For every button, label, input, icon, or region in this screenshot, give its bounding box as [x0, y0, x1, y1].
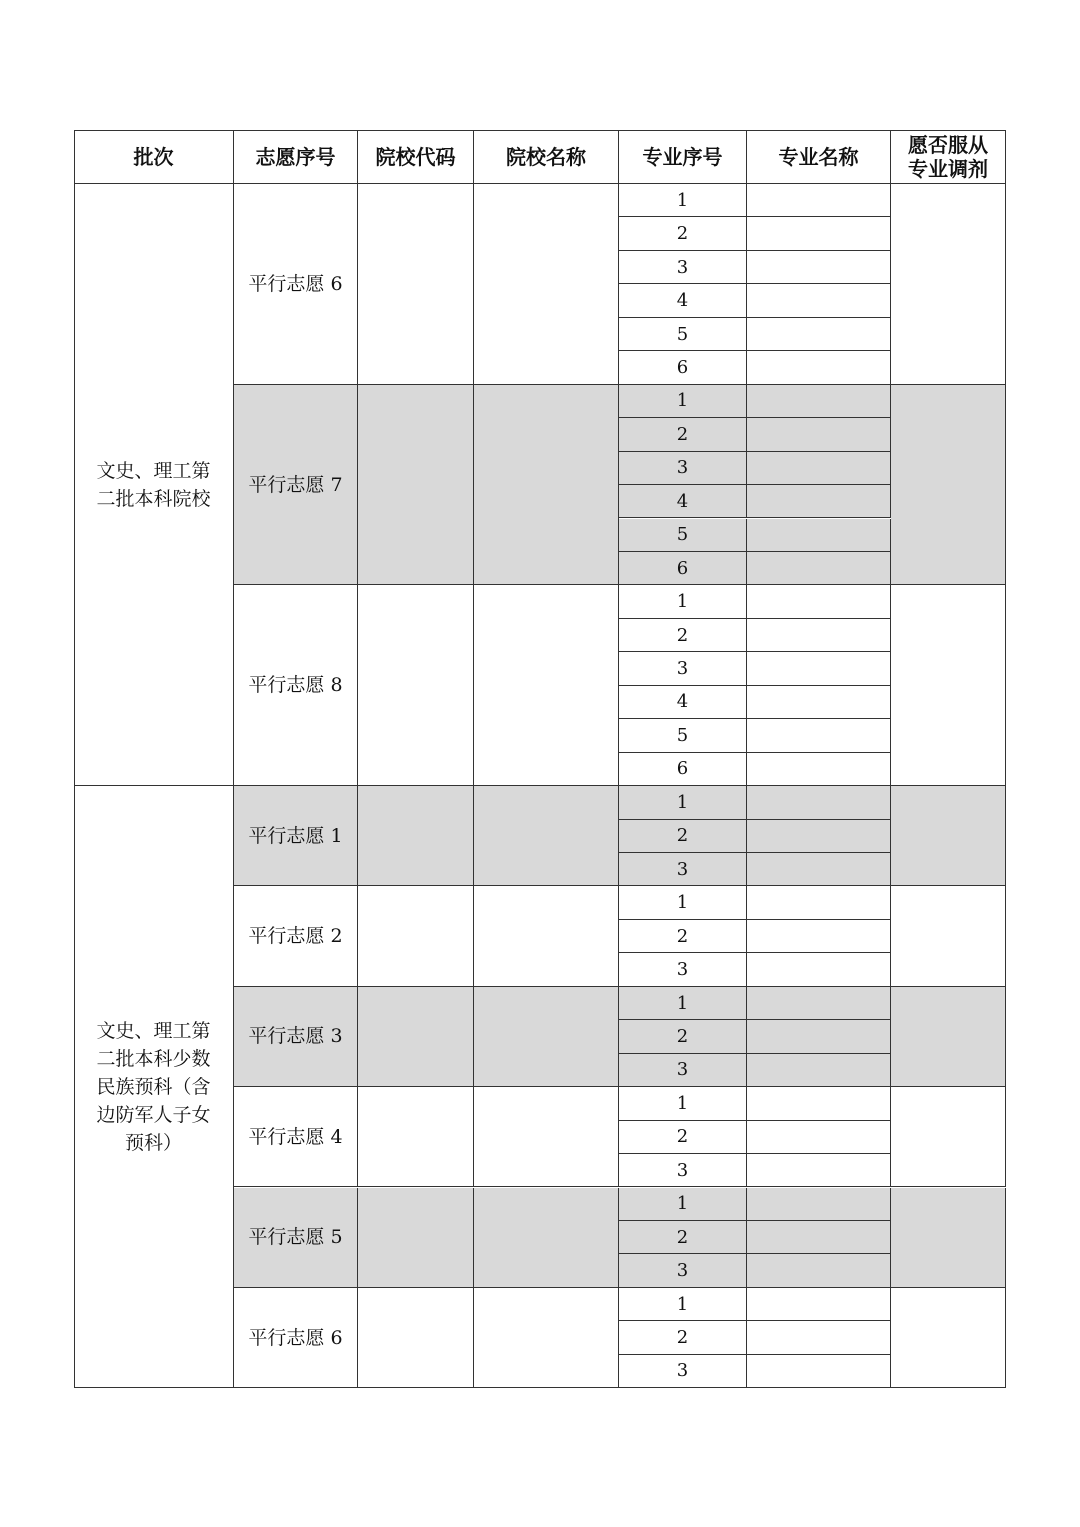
major-number: 2 [619, 619, 747, 652]
major-name-cell[interactable] [747, 217, 891, 250]
major-number: 2 [619, 1321, 747, 1354]
major-name-cell[interactable] [747, 1087, 891, 1120]
header-major-name: 专业名称 [747, 130, 891, 184]
choice-label: 平行志愿 2 [234, 886, 358, 986]
header-school-code: 院校代码 [358, 130, 474, 184]
major-number: 3 [619, 251, 747, 284]
major-number: 6 [619, 351, 747, 384]
school-code-cell[interactable] [358, 1288, 474, 1388]
school-code-cell[interactable] [358, 1087, 474, 1187]
header-school-name: 院校名称 [474, 130, 619, 184]
major-number: 6 [619, 753, 747, 786]
major-name-cell[interactable] [747, 619, 891, 652]
major-name-cell[interactable] [747, 318, 891, 351]
major-name-cell[interactable] [747, 1054, 891, 1087]
major-name-cell[interactable] [747, 351, 891, 384]
major-number: 1 [619, 1087, 747, 1120]
adjustment-cell[interactable] [891, 184, 1006, 385]
major-name-cell[interactable] [747, 953, 891, 986]
major-number: 3 [619, 452, 747, 485]
school-code-cell[interactable] [358, 987, 474, 1087]
major-number: 3 [619, 1355, 747, 1388]
batch-label: 文史、理工第二批本科少数民族预科（含边防军人子女预科） [74, 786, 234, 1388]
major-name-cell[interactable] [747, 1221, 891, 1254]
adjustment-cell[interactable] [891, 385, 1006, 586]
major-name-cell[interactable] [747, 1020, 891, 1053]
major-name-cell[interactable] [747, 1254, 891, 1287]
major-name-cell[interactable] [747, 686, 891, 719]
major-number: 3 [619, 1054, 747, 1087]
choice-label: 平行志愿 6 [234, 184, 358, 385]
choice-label: 平行志愿 8 [234, 585, 358, 786]
school-name-cell[interactable] [474, 1188, 619, 1288]
header-major-number: 专业序号 [619, 130, 747, 184]
major-name-cell[interactable] [747, 987, 891, 1020]
major-number: 2 [619, 820, 747, 853]
major-name-cell[interactable] [747, 753, 891, 786]
major-name-cell[interactable] [747, 820, 891, 853]
header-batch: 批次 [74, 130, 234, 184]
major-number: 3 [619, 652, 747, 685]
major-name-cell[interactable] [747, 1188, 891, 1221]
major-number: 1 [619, 886, 747, 919]
school-code-cell[interactable] [358, 385, 474, 586]
major-name-cell[interactable] [747, 552, 891, 585]
major-name-cell[interactable] [747, 519, 891, 552]
adjustment-cell[interactable] [891, 585, 1006, 786]
school-name-cell[interactable] [474, 886, 619, 986]
adjustment-cell[interactable] [891, 987, 1006, 1087]
major-name-cell[interactable] [747, 786, 891, 819]
major-number: 4 [619, 485, 747, 518]
school-code-cell[interactable] [358, 184, 474, 385]
school-code-cell[interactable] [358, 1188, 474, 1288]
major-number: 1 [619, 786, 747, 819]
major-name-cell[interactable] [747, 1154, 891, 1187]
school-code-cell[interactable] [358, 886, 474, 986]
major-name-cell[interactable] [747, 1288, 891, 1321]
major-number: 2 [619, 920, 747, 953]
school-name-cell[interactable] [474, 1087, 619, 1187]
adjustment-cell[interactable] [891, 886, 1006, 986]
major-number: 3 [619, 853, 747, 886]
major-name-cell[interactable] [747, 452, 891, 485]
major-number: 2 [619, 1221, 747, 1254]
choice-label: 平行志愿 7 [234, 385, 358, 586]
major-name-cell[interactable] [747, 853, 891, 886]
school-code-cell[interactable] [358, 585, 474, 786]
header-adjustment: 愿否服从专业调剂 [891, 130, 1006, 184]
school-code-cell[interactable] [358, 786, 474, 886]
major-name-cell[interactable] [747, 1121, 891, 1154]
adjustment-cell[interactable] [891, 1288, 1006, 1388]
major-name-cell[interactable] [747, 1355, 891, 1388]
major-name-cell[interactable] [747, 418, 891, 451]
choice-label: 平行志愿 4 [234, 1087, 358, 1187]
major-number: 2 [619, 1121, 747, 1154]
major-number: 5 [619, 519, 747, 552]
major-number: 6 [619, 552, 747, 585]
adjustment-cell[interactable] [891, 1188, 1006, 1288]
major-number: 2 [619, 418, 747, 451]
school-name-cell[interactable] [474, 585, 619, 786]
major-name-cell[interactable] [747, 886, 891, 919]
choice-label: 平行志愿 5 [234, 1188, 358, 1288]
school-name-cell[interactable] [474, 786, 619, 886]
volunteer-application-table [74, 130, 1006, 1388]
school-name-cell[interactable] [474, 385, 619, 586]
adjustment-cell[interactable] [891, 1087, 1006, 1187]
major-name-cell[interactable] [747, 920, 891, 953]
major-number: 2 [619, 217, 747, 250]
major-number: 4 [619, 686, 747, 719]
major-number: 1 [619, 1188, 747, 1221]
school-name-cell[interactable] [474, 184, 619, 385]
major-name-cell[interactable] [747, 1321, 891, 1354]
school-name-cell[interactable] [474, 987, 619, 1087]
major-name-cell[interactable] [747, 284, 891, 317]
major-name-cell[interactable] [747, 385, 891, 418]
adjustment-cell[interactable] [891, 786, 1006, 886]
major-number: 5 [619, 318, 747, 351]
batch-label: 文史、理工第二批本科院校 [74, 184, 234, 786]
school-name-cell[interactable] [474, 1288, 619, 1388]
major-number: 3 [619, 1254, 747, 1287]
major-number: 5 [619, 719, 747, 752]
major-name-cell[interactable] [747, 251, 891, 284]
major-number: 1 [619, 184, 747, 217]
major-name-cell[interactable] [747, 184, 891, 217]
major-number: 1 [619, 1288, 747, 1321]
major-number: 1 [619, 585, 747, 618]
major-name-cell[interactable] [747, 719, 891, 752]
major-number: 3 [619, 953, 747, 986]
major-number: 1 [619, 385, 747, 418]
major-number: 2 [619, 1020, 747, 1053]
major-name-cell[interactable] [747, 485, 891, 518]
major-number: 4 [619, 284, 747, 317]
major-name-cell[interactable] [747, 585, 891, 618]
major-number: 3 [619, 1154, 747, 1187]
header-choice-number: 志愿序号 [234, 130, 358, 184]
major-number: 1 [619, 987, 747, 1020]
choice-label: 平行志愿 3 [234, 987, 358, 1087]
major-name-cell[interactable] [747, 652, 891, 685]
choice-label: 平行志愿 1 [234, 786, 358, 886]
choice-label: 平行志愿 6 [234, 1288, 358, 1388]
